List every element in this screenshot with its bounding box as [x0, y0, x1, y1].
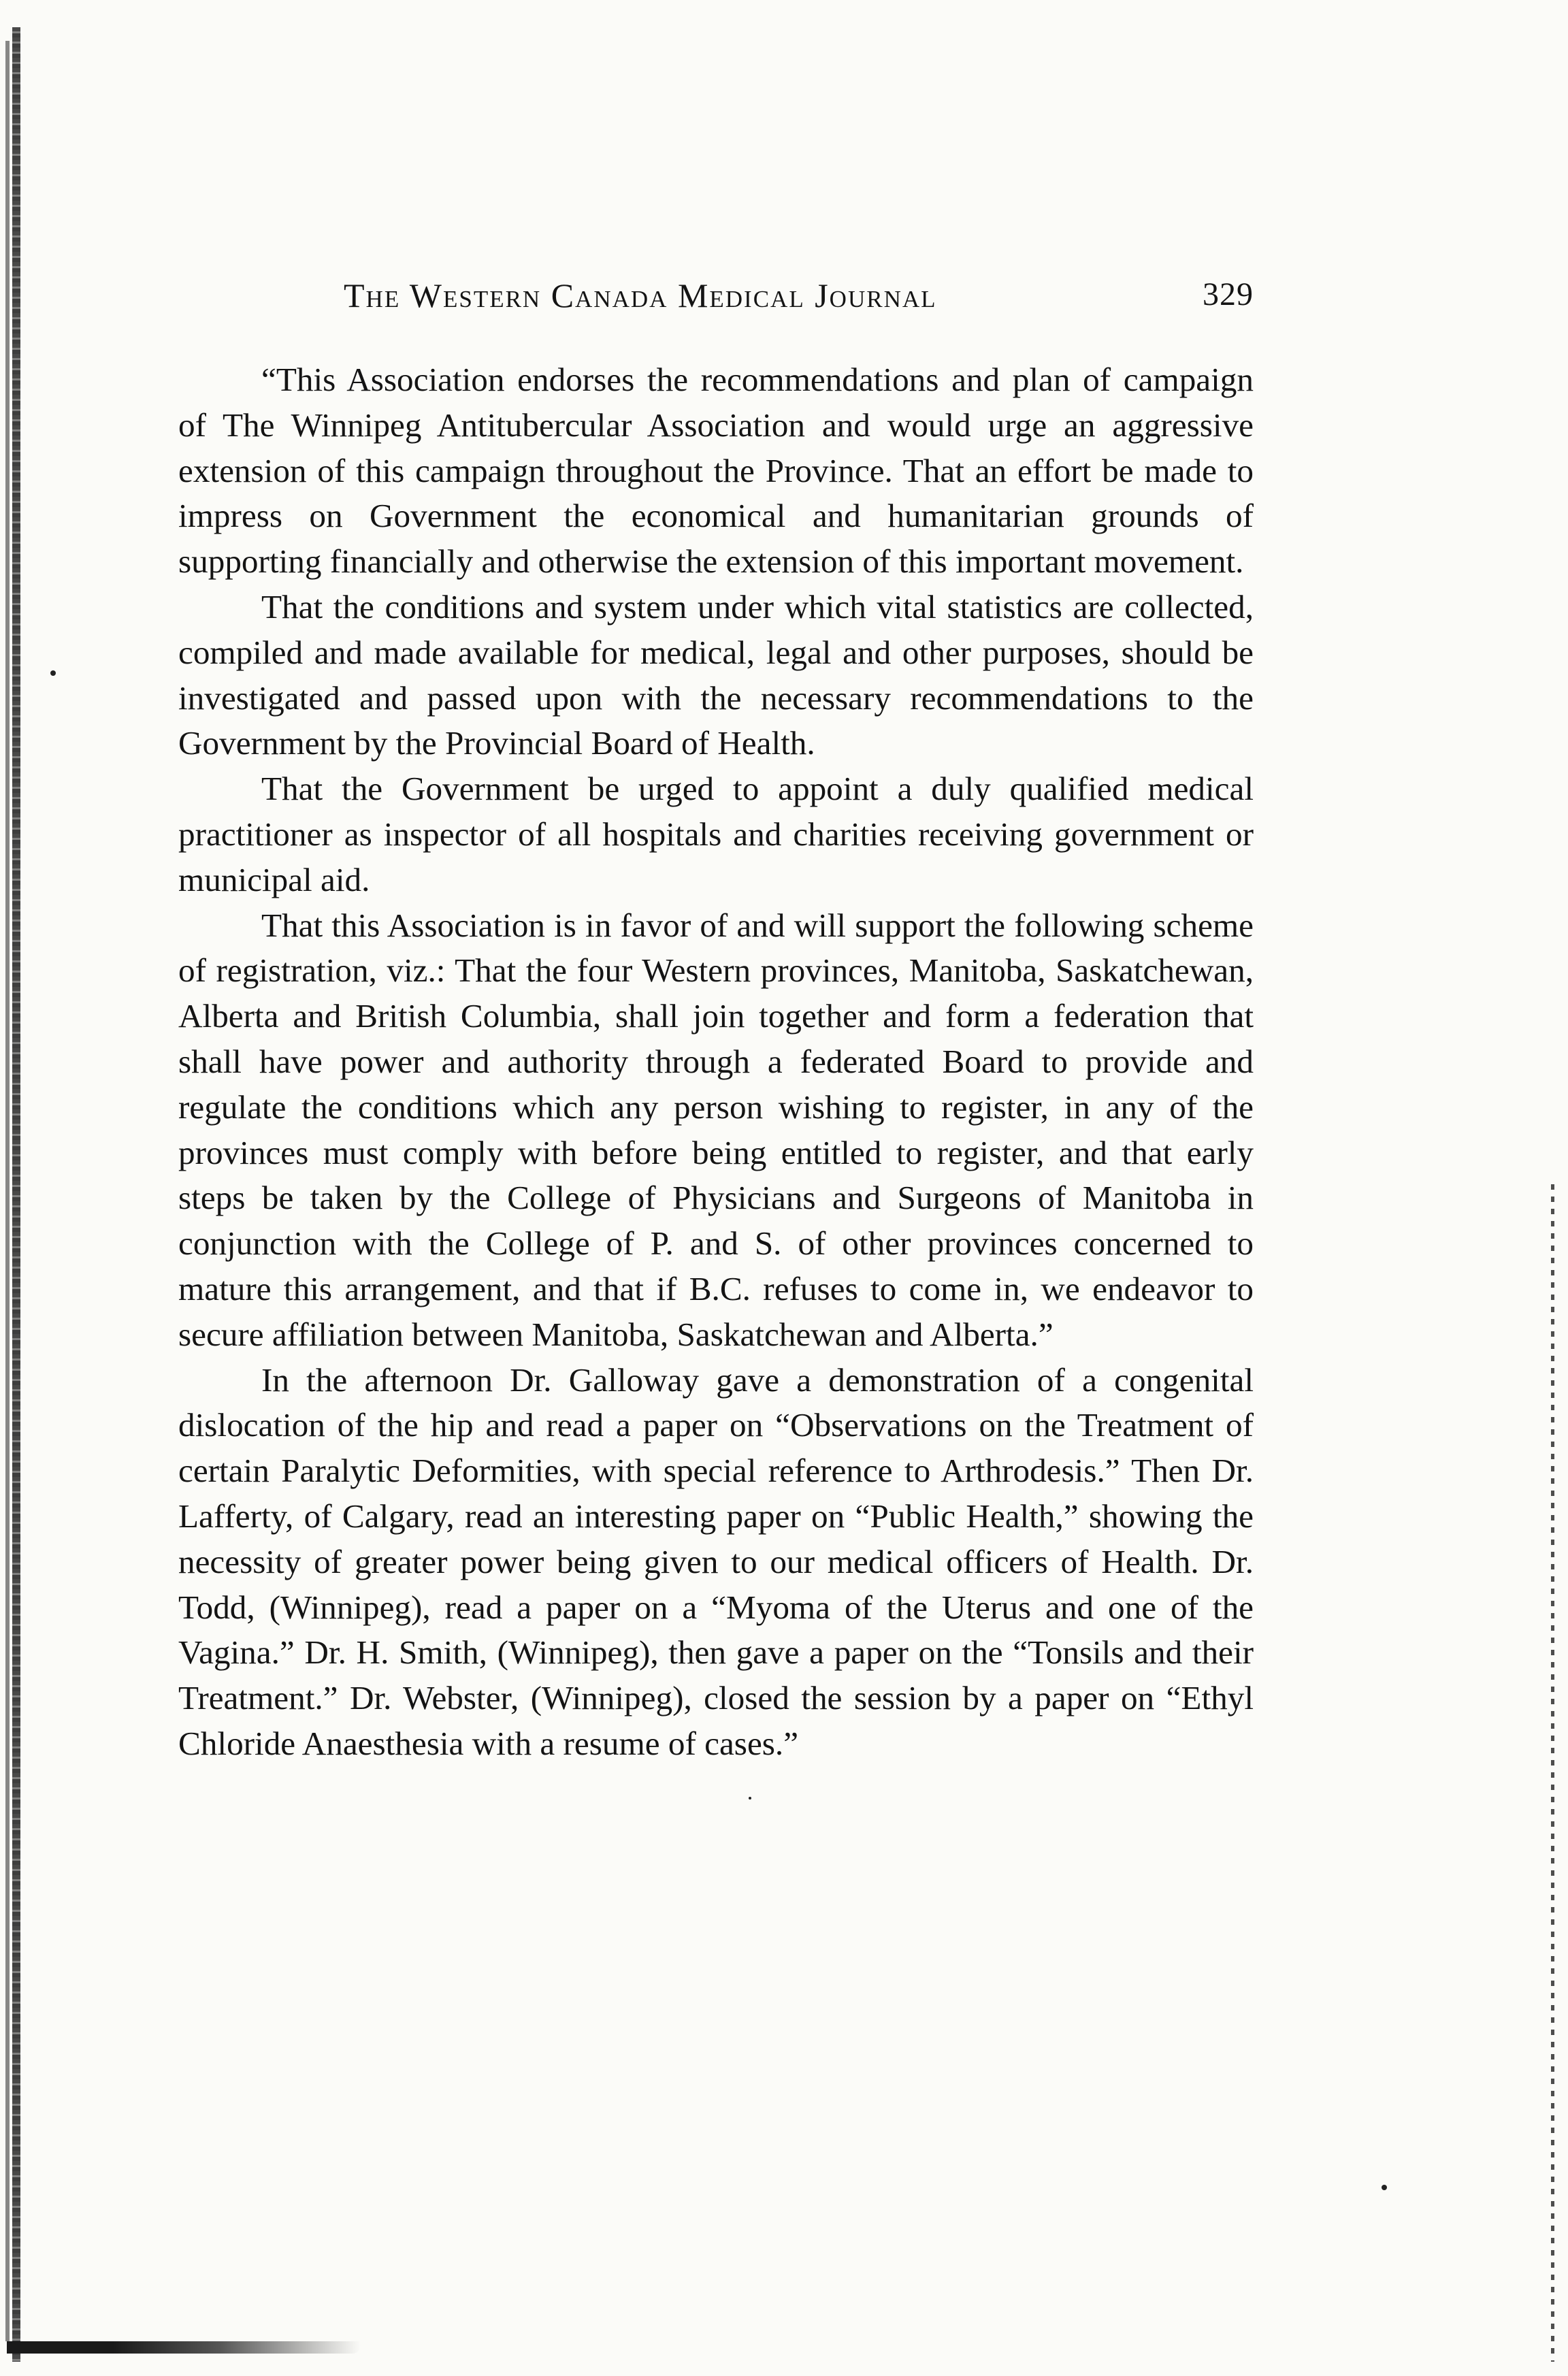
running-header	[344, 276, 1254, 323]
scan-speck	[50, 670, 56, 676]
journal-title: The Western Canada Medical Journal	[344, 276, 937, 314]
paragraph-hospital-inspector: That the Government be urged to appoint a duly qualified medical practitioner as inspector of all hospitals and charities receiving government or municipal aid.	[178, 770, 1254, 898]
article-body	[178, 357, 1254, 1767]
binding-edge-left-inner	[5, 41, 10, 2341]
page-number: 329	[1203, 276, 1254, 312]
paragraph-registration-scheme: That this Association is in favor of and will support the following scheme of registration, viz.: That the four Western provinces, Manitoba, Saskatchewan, Alberta and British Columbia, shall join together and form a federation that shall have power and authority through a federated Board to provide and regulate the conditions which any person wishing to register, in any of the provinces must comply with before being entitled to register, and that early steps be taken by the College of Physicians and Surgeons of Manitoba in conjunction with the College of P. and S. of other provinces concerned to mature this arrangement, and that if B.C. refuses to come in, we endeavor to secure affiliation between Manitoba, Saskatchewan and Alberta.”	[178, 906, 1254, 1353]
binding-edge-left	[12, 27, 20, 2362]
scan-smudge	[7, 2341, 361, 2354]
paragraph-resolution-antitubercular: “This Association endorses the recommendations and plan of campaign of The Winnipeg Antitubercular Association and would urge an aggressive extension of this campaign throughout the Province. That an effort be made to impress on Government the economical and humanitarian grounds of supporting financially and otherwise the extension of this important movement.	[178, 361, 1254, 581]
scan-speck	[1382, 2185, 1387, 2190]
scan-speck	[749, 1797, 751, 1800]
paragraph-afternoon-session: In the afternoon Dr. Galloway gave a demonstration of a congenital dislocation of the hip and read a paper on “Observations on the Treatment of certain Paralytic Deformities, with special reference to Arthrodesis.” Then Dr. Lafferty, of Calgary, read an interesting paper on “Public Health,” showing the necessity of greater power being given to our medical officers of Health. Dr. Todd, (Winnipeg), read a paper on a “Myoma of the Uterus and one of the Vagina.” Dr. H. Smith, (Winnipeg), then gave a paper on the “Tonsils and their Treatment.” Dr. Webster, (Winnipeg), closed the session by a paper on “Ethyl Chloride Anaesthesia with a resume of cases.”	[178, 1361, 1254, 1762]
paragraph-vital-statistics: That the conditions and system under which vital statistics are collected, compiled and made available for medical, legal and other purposes, should be investigated and passed upon with the necessary recommendations to the Government by the Provincial Board of Health.	[178, 587, 1254, 762]
binding-edge-right	[1551, 1184, 1554, 2362]
